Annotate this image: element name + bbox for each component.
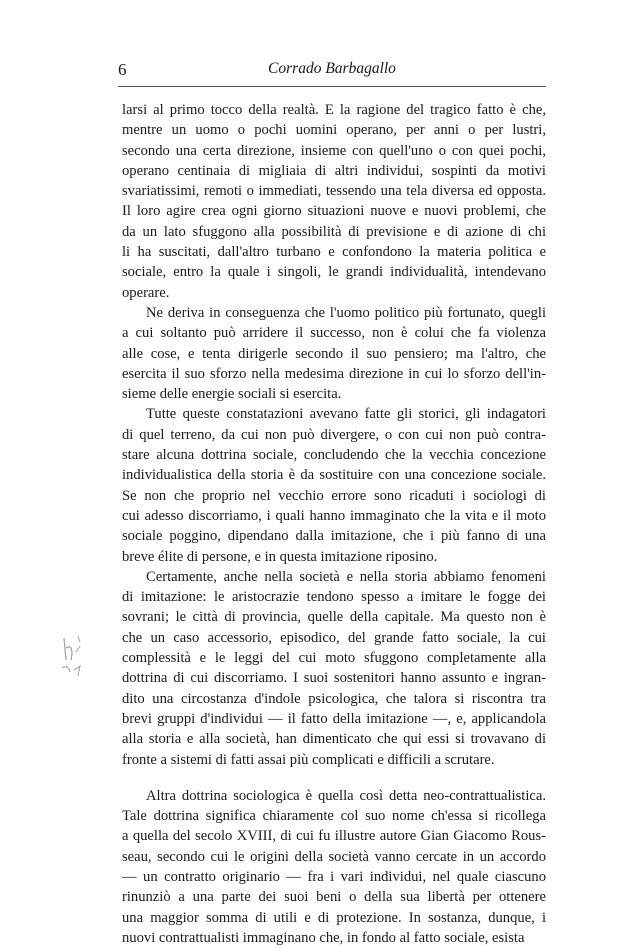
paragraph (122, 404, 546, 566)
text-line: cui adesso discorriamo, i quali hanno immaginato che la vita e il moto (122, 507, 546, 524)
text-line: Se non che proprio nel vecchio errore sono ricaduti i sociologi di (122, 487, 546, 504)
header-rule (118, 86, 546, 87)
text-line: una maggior somma di utili e di protezione. In sostanza, dunque, i (122, 909, 546, 926)
text-line: mentre un uomo o pochi uomini operano, per anni o per lustri, (122, 122, 546, 139)
text-line: larsi al primo tocco della realtà. E la ragione del tragico fatto è che, (122, 102, 546, 118)
text-line: alle cose, e tenta dirigerle secondo il suo pensiero; ma l'altro, che (122, 345, 546, 362)
text-line: Il loro agire crea ogni giorno situazioni nuove e nuovi problemi, che (122, 203, 546, 220)
text-line: esercita il suo sforzo nella medesima direzione in cui lo sforzo dell'in- (122, 365, 546, 382)
text-line: breve élite di persone, e in questa imitazione riposino. (122, 548, 438, 565)
text-line: che un caso accessorio, episodico, del grande fatto sociale, la cui (122, 629, 546, 646)
text-line: a quella del secolo XVIII, di cui fu illustre autore Gian Giacomo Rous- (122, 828, 546, 845)
text-line: rinunziò a una parte dei suoi beni o della sua libertà per ottenere (122, 889, 546, 906)
text-line: fronte a sistemi di fatti assai più complicati e difficili a scrutare. (122, 751, 495, 768)
text-line: sieme delle energie sociali si esercita. (122, 386, 342, 403)
text-line: seau, secondo cui le origini della società vanno cercate in un accordo (122, 848, 546, 865)
text-line: — un contratto originario — fra i vari individui, nel quale ciascuno (122, 868, 546, 885)
text-line: operare. (122, 284, 170, 301)
text-line: complessità e le leggi del cui moto sfuggono completamente alla (122, 650, 546, 667)
text-line: Ne deriva in conseguenza che l'uomo politico più fortunato, quegli (146, 304, 546, 321)
page-header (118, 56, 546, 90)
text-line: secondo una certa direzione, insieme con quell'uno o con quei pochi, (122, 142, 546, 159)
text-line: nuovi contrattualisti immaginano che, in fondo al fatto sociale, esista (122, 929, 525, 946)
text-line: sovrani; le città di provincia, quelle della capitale. Ma questo non è (122, 609, 546, 626)
text-line: Tale dottrina significa chiaramente col suo nome ch'essa si ricollega (122, 808, 546, 825)
text-line: Tutte queste constatazioni avevano fatte gli storici, gli indagatori (146, 406, 546, 423)
text-line: individualistica della storia è da sostituire con una concezione sociale. (122, 467, 546, 484)
paragraph (122, 303, 546, 404)
body-text (122, 100, 546, 948)
text-line: sociale, entro la quale i singoli, le grandi individualità, intendevano (122, 264, 546, 281)
text-line: alla storia e alla società, han dimenticato che qui essi si trovavano di (122, 731, 546, 748)
text-line: sociale poggino, dipendano dalla imitazione, che i più fanno di una (122, 528, 546, 545)
text-line: da un lato sfuggono alla possibilità di previsione e di azione di chi (122, 223, 546, 240)
running-head: Corrado Barbagallo (268, 60, 396, 77)
text-line: dito una circostanza d'indole psicologica, che talora si riscontra tra (122, 690, 546, 707)
text-line: Altra dottrina sociologica è quella così detta neo-contrattualistica. (146, 787, 546, 804)
paragraph (122, 100, 546, 303)
text-line: stare alcuna dottrina sociale, concludendo che la vecchia concezione (122, 447, 546, 464)
handwritten-margin-mark (58, 630, 94, 688)
text-line: di quel terreno, da cui non può divergere, o con cui non può contra- (122, 426, 546, 443)
paragraph (122, 786, 546, 948)
text-line: svariatissimi, remoti o immediati, tessendo una tela diversa ed opposta. (122, 183, 546, 200)
text-line: brevi gruppi d'individui — il fatto della imitazione —, e, applicandola (122, 710, 546, 727)
text-line: di imitazione: le aristocrazie tendono spesso a imitare le fogge dei (122, 589, 546, 606)
paragraph (122, 567, 546, 770)
text-line: operano centinaia di migliaia di altri individui, sospinti da motivi (122, 162, 546, 179)
text-line: li ha suscitati, dall'altro turbano e confondono la materia politica e (122, 244, 546, 261)
text-line: dottrina di cui discorriamo. I suoi sostenitori hanno assunto e ingran- (122, 670, 546, 687)
text-line: a cui soltanto può arridere il successo, non è colui che fa violenza (122, 325, 546, 342)
text-line: Certamente, anche nella società e nella storia abbiamo fenomeni (146, 568, 546, 585)
section-gap (122, 770, 546, 786)
page-number: 6 (118, 60, 127, 79)
